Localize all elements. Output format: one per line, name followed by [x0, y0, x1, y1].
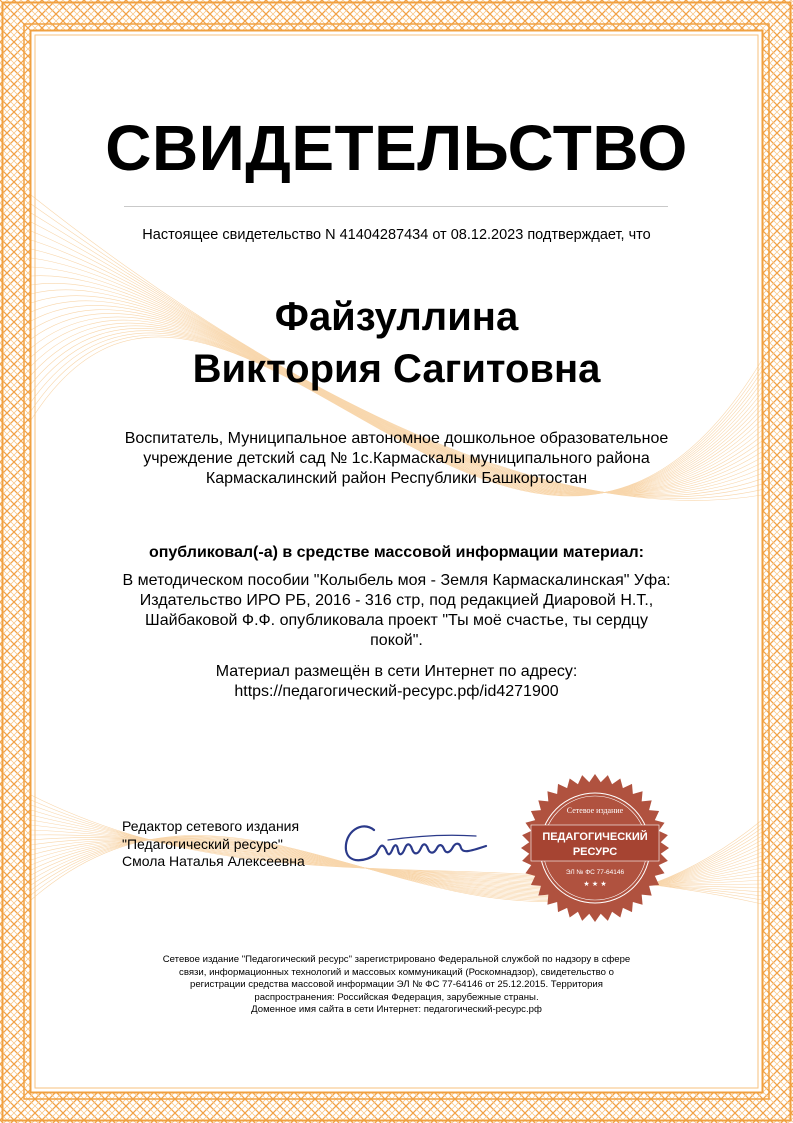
certificate-title: СВИДЕТЕЛЬСТВО [105, 112, 688, 184]
publication-line: В методическом пособии "Колыбель моя - Земля Кармаскалинская" Уфа: [122, 572, 671, 589]
recipient-position [100, 429, 693, 489]
editor-name: Смола Наталья Алексеевна [122, 853, 305, 869]
registration-footer [118, 954, 675, 1017]
editor-title: Редактор сетевого издания [122, 818, 300, 834]
seal-stars: ★ ★ ★ [583, 880, 607, 888]
web-address-link[interactable]: https://педагогический-ресурс.рф/id4271900 [234, 683, 559, 700]
footer-line: Сетевое издание "Педагогический ресурс" зарегистрировано Федеральной службой по надзору в сфере [162, 954, 631, 965]
publication-heading: опубликовал(-а) в средстве массовой информации материал: [148, 544, 645, 561]
recipient-surname: Файзуллина [274, 295, 519, 339]
web-address-block [100, 662, 693, 702]
recipient-name [0, 291, 793, 395]
publication-line: покой". [370, 632, 423, 649]
seal-name-line1: ПЕДАГОГИЧЕСКИЙ [542, 831, 648, 843]
publisher-seal [517, 770, 673, 926]
footer-line: связи, информационных технологий и массовых коммуникаций (Роскомнадзор), свидетельство о [179, 966, 614, 978]
position-line: учреждение детский сад № 1с.Кармаскалы муниципального района [143, 450, 650, 467]
certificate-intro: Настоящее свидетельство N 41404287434 от 08.12.2023 подтверждает, что [142, 227, 651, 243]
title-divider [124, 206, 668, 207]
position-line: Воспитатель, Муниципальное автономное дошкольное образовательное [124, 430, 669, 447]
publication-description [100, 571, 693, 651]
footer-line: Доменное имя сайта в сети Интернет: педагогический-ресурс.рф [251, 1004, 542, 1016]
seal-registration: ЭЛ № ФС 77-64146 [565, 869, 625, 876]
editor-signature [336, 810, 506, 876]
seal-top-text: Сетевое издание [566, 806, 624, 815]
footer-line: регистрации средства массовой информации ЭЛ № ФС 77-64146 от 25.12.2015. Территория [190, 979, 603, 991]
publication-line: Шайбаковой Ф.Ф. опубликовала проект "Ты моё счастье, ты сердцу [145, 612, 648, 629]
editor-publication: "Педагогический ресурс" [122, 835, 283, 852]
position-line: Кармаскалинский район Республики Башкортостан [205, 470, 588, 487]
publication-line: Издательство ИРО РБ, 2016 - 316 стр, под редакцией Диаровой Н.Т., [139, 592, 654, 609]
web-address-label: Материал размещён в сети Интернет по адресу: [215, 663, 578, 680]
seal-name-line2: РЕСУРС [572, 846, 618, 858]
editor-block [122, 818, 342, 871]
footer-line: распространения: Российская Федерация, зарубежные страны. [254, 991, 539, 1003]
recipient-given-names: Виктория Сагитовна [192, 347, 601, 391]
